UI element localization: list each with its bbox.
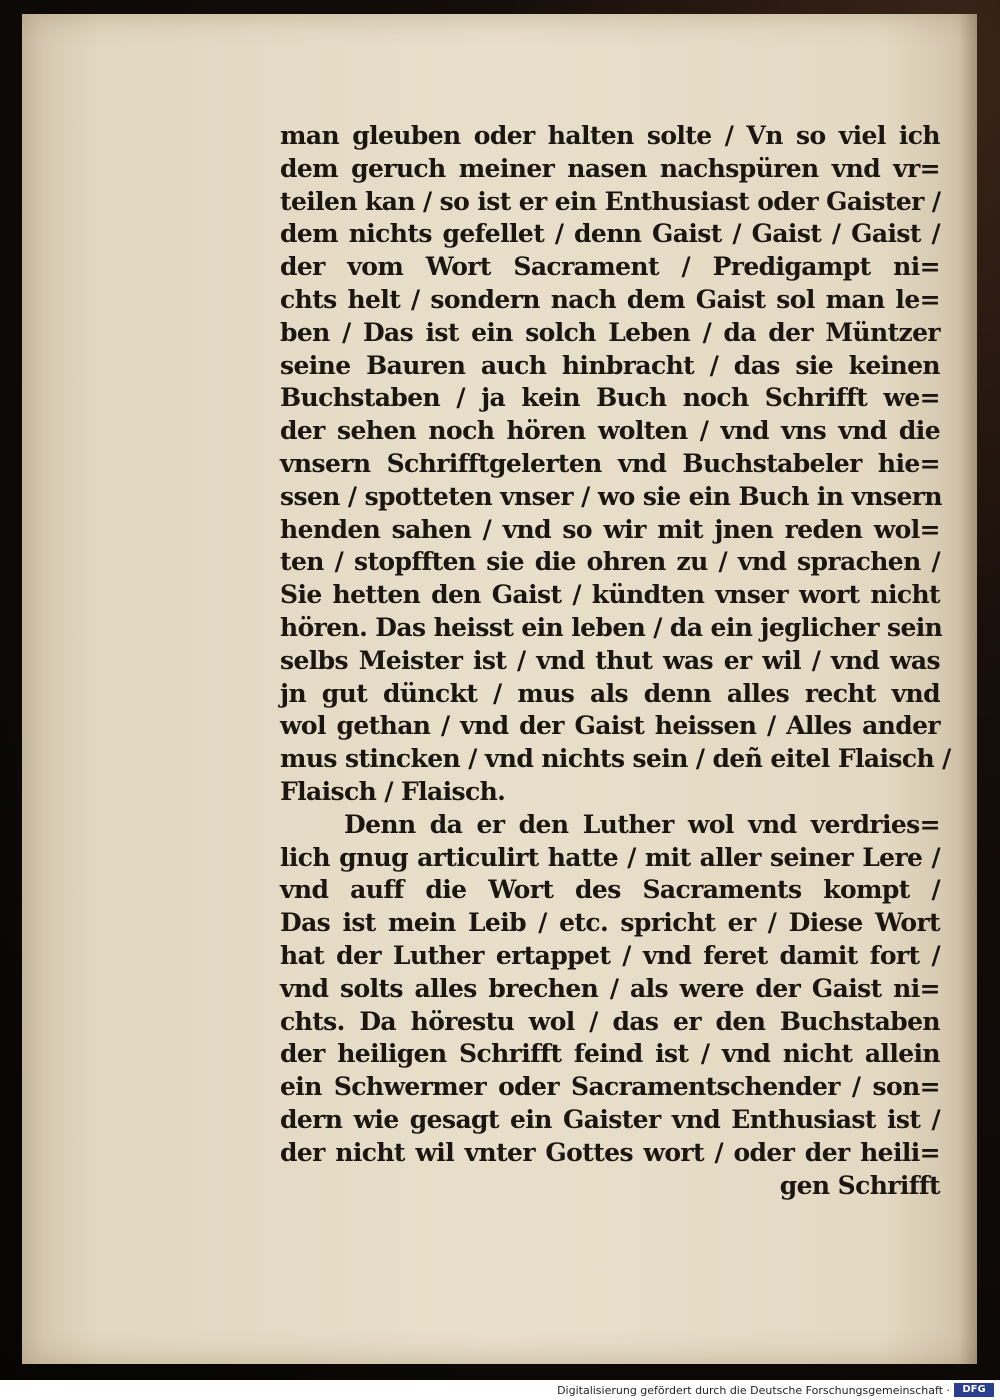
text-line: chts. Da hörestu wol / das er den Buchstaben xyxy=(280,1006,940,1036)
text-line: henden sahen / vnd so wir mit jnen reden wol= xyxy=(280,514,940,544)
text-line: hören. Das heisst ein leben / da ein jeglicher sein xyxy=(280,612,943,642)
text-line: vnd auff die Wort des Sacraments kompt / xyxy=(280,875,940,905)
text-line: lich gnug articulirt hatte / mit aller seiner Lere / xyxy=(280,842,940,872)
text-line: wol gethan / vnd der Gaist heissen / Alles ander xyxy=(280,711,940,741)
text-line: dem geruch meiner nasen nachspüren vnd vr= xyxy=(280,153,940,183)
text-line: seine Bauren auch hinbracht / das sie keinen xyxy=(280,350,940,380)
text-line: vnsern Schrifftgelerten vnd Buchstabeler hie= xyxy=(280,448,940,478)
text-line: Sie hetten den Gaist / kündten vnser wort nicht xyxy=(280,580,940,610)
text-line: der vom Wort Sacrament / Predigampt ni= xyxy=(280,252,940,282)
text-line: jn gut dünckt / mus als denn alles recht vnd xyxy=(280,678,940,708)
text-block xyxy=(280,120,951,1202)
text-line: der nicht wil vnter Gottes wort / oder der heili= xyxy=(280,1137,940,1167)
text-line: ben / Das ist ein solch Leben / da der Müntzer xyxy=(280,317,940,347)
funding-notice: Digitalisierung gefördert durch die Deutsche Forschungsgemeinschaft · xyxy=(557,1384,950,1397)
text-line: ein Schwermer oder Sacramentschender / son= xyxy=(280,1072,940,1102)
text-line: vnd solts alles brechen / als were der Gaist ni= xyxy=(280,973,940,1003)
catchword: gen Schrifft xyxy=(779,1170,940,1200)
text-line: chts helt / sondern nach dem Gaist sol man le= xyxy=(280,284,940,314)
footer-bar xyxy=(0,1380,1000,1400)
text-line: man gleuben oder halten solte / Vn so viel ich xyxy=(280,121,940,150)
text-line: ssen / spotteten vnser / wo sie ein Buch in vnsern xyxy=(280,481,942,511)
text-line: der heiligen Schrifft feind ist / vnd nicht allein xyxy=(280,1039,940,1069)
text-line: dern wie gesagt ein Gaister vnd Enthusiast ist / xyxy=(280,1104,940,1134)
text-line: ten / stopfften sie die ohren zu / vnd sprachen / xyxy=(280,547,940,577)
text-line: teilen kan / so ist er ein Enthusiast oder Gaister / xyxy=(280,186,941,216)
book-page xyxy=(22,14,977,1364)
text-line: selbs Meister ist / vnd thut was er wil / vnd was xyxy=(280,645,940,675)
text-line: dem nichts gefellet / denn Gaist / Gaist / Gaist / xyxy=(280,219,940,249)
text-line: Buchstaben / ja kein Buch noch Schrifft we= xyxy=(280,383,940,413)
text-line: der sehen noch hören wolten / vnd vns vnd die xyxy=(280,416,940,446)
text-line: Das ist mein Leib / etc. spricht er / Diese Wort xyxy=(280,908,940,938)
text-line: Denn da er den Luther wol vnd verdries= xyxy=(344,809,940,839)
dfg-logo-icon: DFG xyxy=(954,1383,994,1397)
text-line: hat der Luther ertappet / vnd feret damit fort / xyxy=(280,940,940,970)
text-line: Flaisch / Flaisch. xyxy=(280,776,506,806)
text-line: mus stincken / vnd nichts sein / deñ eitel Flaisch / xyxy=(280,744,951,774)
